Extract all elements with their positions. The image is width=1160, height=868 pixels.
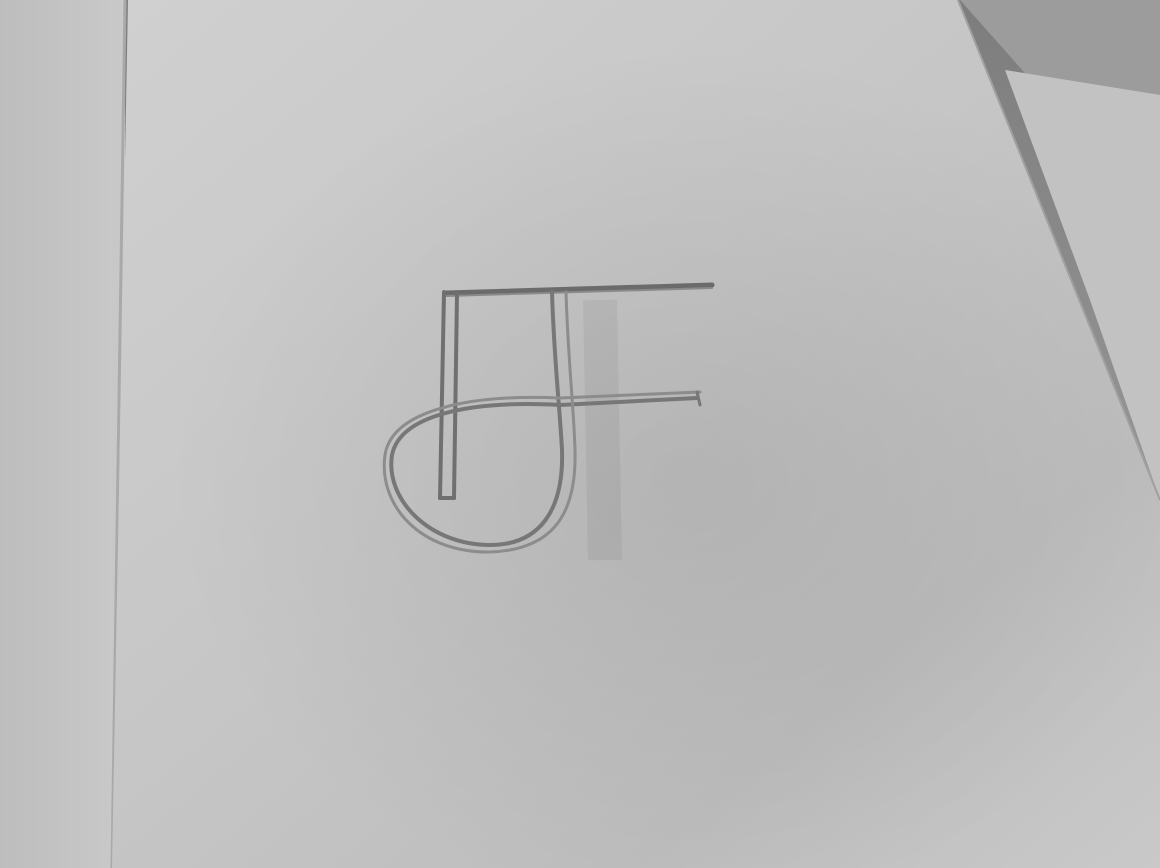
left-page (0, 0, 125, 868)
